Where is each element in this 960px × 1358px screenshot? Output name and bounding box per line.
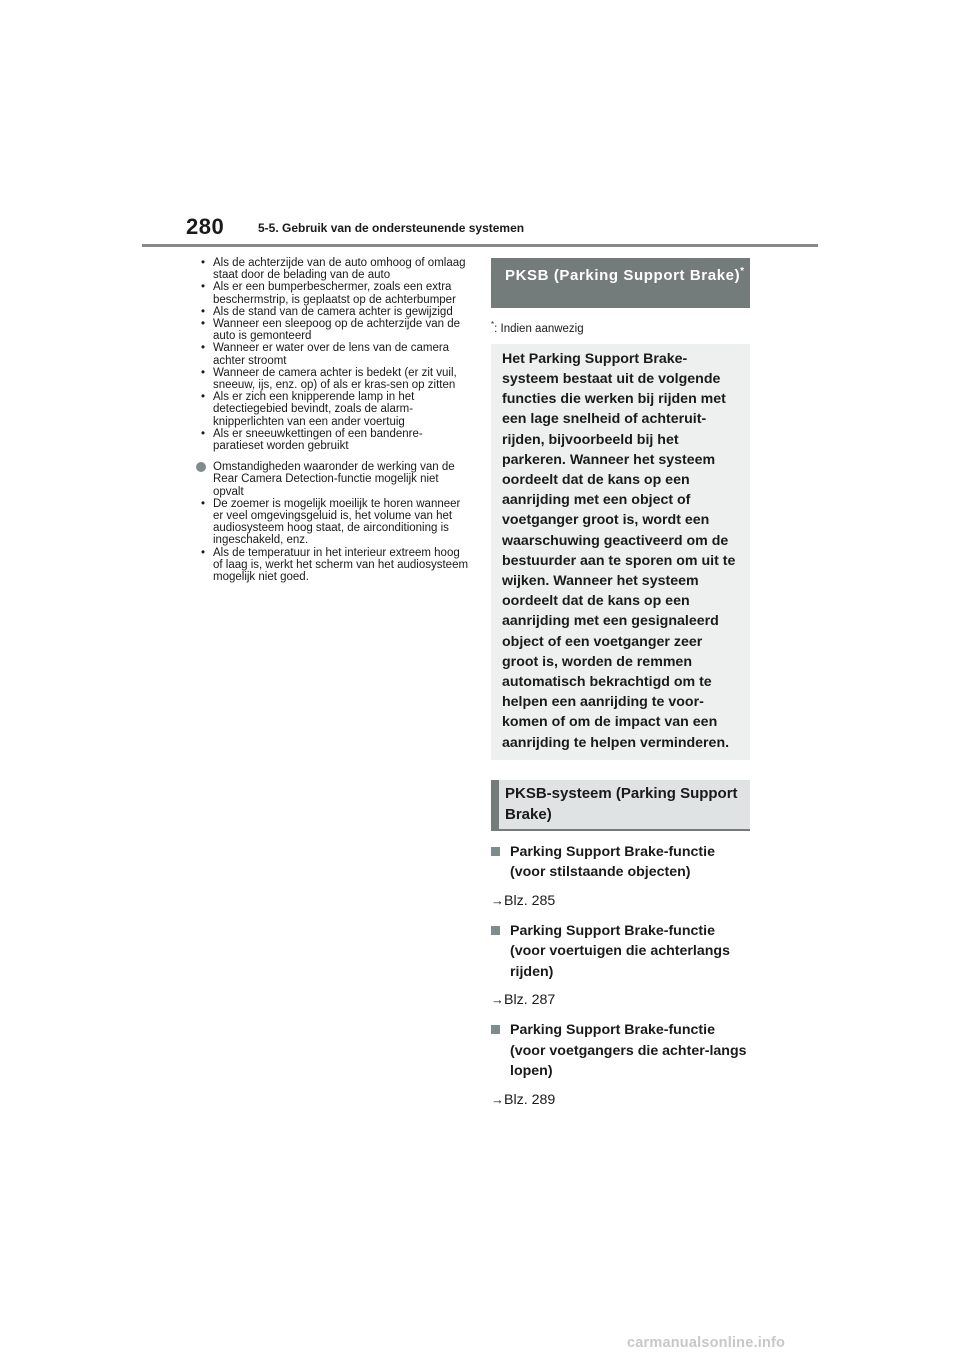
page-reference-text[interactable]: Blz. 289 [504, 1091, 556, 1108]
function-heading-static-objects [491, 842, 750, 883]
circumstances-heading [196, 461, 472, 498]
pksb-heading [491, 258, 750, 308]
function-title: Parking Support Brake-functie (voor voetgangers die achter-langs lopen) [510, 1022, 747, 1080]
list-item: • Als de temperatuur in het interieur extreem hoog of laag is, werkt het scherm van het audiosysteem mogelijk niet goed. [196, 547, 472, 584]
page-reference[interactable] [491, 892, 750, 910]
footer-watermark: carmanualsonline.info [627, 1335, 786, 1351]
function-heading-pedestrians [491, 1020, 750, 1082]
function-title: Parking Support Brake-functie (voor stilstaande objecten) [510, 843, 715, 881]
pksb-system-heading [491, 780, 750, 831]
square-bullet-icon [491, 926, 500, 935]
list-item: • Als er een bumperbeschermer, zoals een extra beschermstrip, is geplaatst op de achterbumper [196, 281, 472, 305]
header-divider [142, 244, 818, 247]
section-title: 5-5. Gebruik van de ondersteunende systemen [258, 221, 525, 235]
square-bullet-icon [491, 1025, 500, 1034]
arrow-icon: → [491, 1091, 504, 1107]
function-title: Parking Support Brake-functie (voor voertuigen die achterlangs rijden) [510, 922, 730, 980]
heading-underline [491, 829, 750, 831]
circumstances-list [196, 498, 472, 583]
list-item: • Als de stand van de camera achter is gewijzigd [196, 306, 472, 318]
footnote-text: : Indien aanwezig [494, 322, 584, 335]
page-reference[interactable] [491, 1091, 750, 1109]
circle-bullet-icon [196, 462, 206, 472]
circumstances-heading-text: Omstandigheden waaronder de werking van de Rear Camera Detection-functie mogelijk niet opvalt [213, 461, 455, 498]
page-reference[interactable] [491, 991, 750, 1009]
list-item: • Als er sneeuwkettingen of een bandenre-paratieset worden gebruikt [196, 428, 472, 452]
page-reference-text[interactable]: Blz. 287 [504, 992, 556, 1009]
left-column [196, 257, 472, 583]
page-reference-text[interactable]: Blz. 285 [504, 892, 556, 909]
pksb-heading-asterisk: * [740, 266, 745, 277]
list-item: • Wanneer de camera achter is bedekt (er zit vuil, sneeuw, ijs, enz. op) of als er kras-sen op zitten [196, 367, 472, 391]
list-item: • De zoemer is mogelijk moeilijk te horen wanneer er veel omgevingsgeluid is, het volume van het audiosysteem hoog staat, de airconditioning is ingeschakeld, enz. [196, 498, 472, 547]
page-number: 280 [186, 214, 225, 239]
list-item: • Wanneer een sleepoog op de achterzijde van de auto is gemonteerd [196, 318, 472, 342]
condition-list [196, 257, 472, 452]
availability-footnote [491, 320, 750, 335]
arrow-icon: → [491, 892, 504, 908]
square-bullet-icon [491, 847, 500, 856]
heading-accent-bar [491, 780, 499, 831]
footnote-asterisk: * [491, 320, 495, 329]
arrow-icon: → [491, 992, 504, 1008]
intro-box: Het Parking Support Brake-systeem bestaat uit de volgende functies die werken bij rijden met een lage snelheid of achteruit-rijden, bijvoorbeeld bij het parkeren. Wanneer het systeem oordeelt dat de kans op een aanrijding met een object of voetganger groot is, wordt een waarschuwing geactiveerd om de bestuurder aan te sporen om uit te wijken. Wanneer het systeem oordeelt dat de kans op een aanrijding met een gesignaleerd object of een voetganger zeer groot is, worden de remmen automatisch bekrachtigd om te helpen een aanrijding te voor-komen of om de impact van een aanrijding te helpen verminderen. [491, 344, 750, 760]
pksb-heading-text: PKSB (Parking Support Brake) [505, 267, 741, 284]
list-item: • Als er zich een knipperende lamp in het detectiegebied bevindt, zoals de alarm-knipperlichten van een ander voertuig [196, 391, 472, 428]
list-item: • Wanneer er water over de lens van de camera achter stroomt [196, 342, 472, 366]
pksb-system-heading-text: PKSB-systeem (Parking Support Brake) [505, 784, 738, 823]
list-item: • Als de achterzijde van de auto omhoog of omlaag staat door de belading van de auto [196, 257, 472, 281]
function-heading-vehicles [491, 921, 750, 983]
right-column [491, 258, 750, 1109]
